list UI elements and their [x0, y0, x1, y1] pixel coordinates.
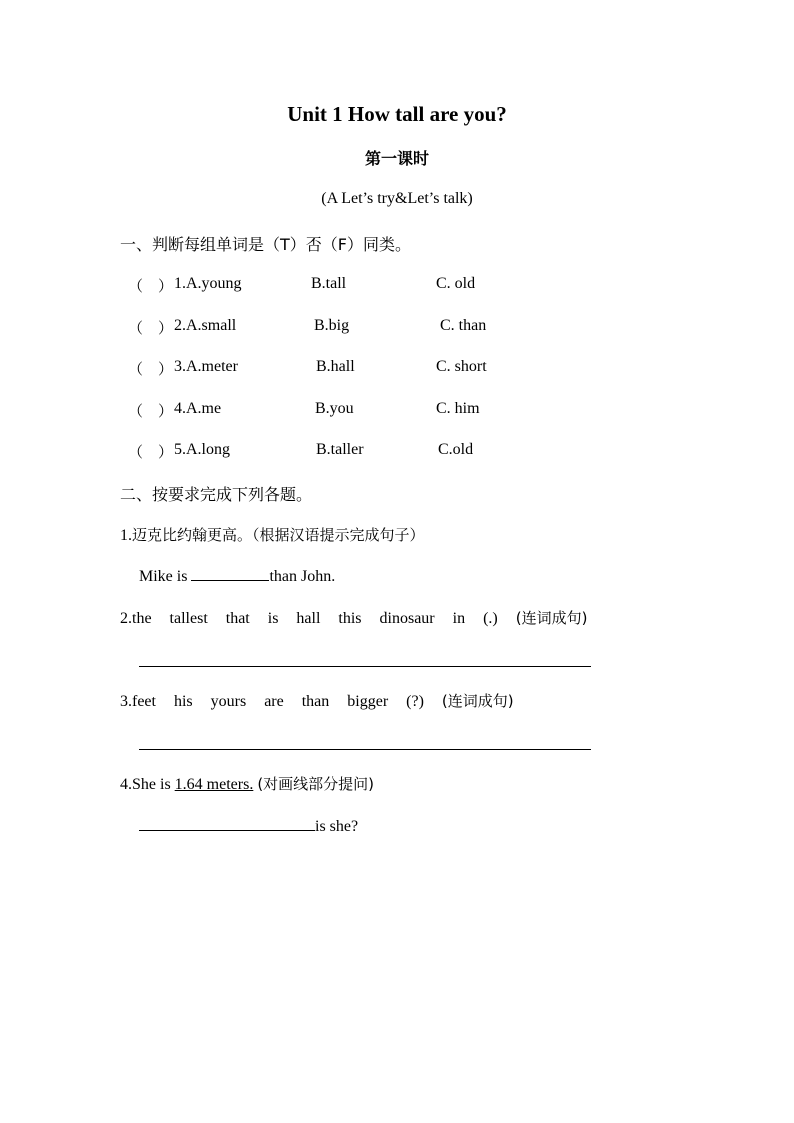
question-4-prompt: [120, 773, 374, 794]
answer-blank[interactable]: [191, 566, 269, 581]
answer-bracket-close: ）: [158, 443, 174, 461]
option-b: B.tall: [311, 275, 347, 292]
answer-bracket-close: ）: [158, 277, 174, 295]
question-4-answer: [139, 816, 358, 836]
lesson-period: 第一课时: [364, 149, 429, 168]
question-4-hint: (对画线部分提问): [257, 775, 375, 793]
question-4-underlined: 1.64 meters.: [174, 776, 254, 793]
question-2-scrambled: 2.the tallest that is hall this dinosaur in (.): [120, 610, 498, 627]
question-1-prompt: [120, 524, 425, 545]
question-1-chinese: 迈克比约翰更高。（根据汉语提示完成句子）: [132, 526, 425, 544]
question-1-before: Mike is: [139, 568, 192, 585]
option-a: 1.A.young: [174, 275, 242, 292]
option-c: C. short: [436, 358, 487, 375]
answer-bracket-open: （: [128, 443, 144, 461]
question-1-number: 1.: [120, 527, 132, 544]
answer-bracket-open: （: [128, 277, 144, 295]
answer-bracket-open: （: [128, 319, 144, 337]
option-c: C. old: [436, 275, 476, 292]
question-1-after: than John.: [269, 568, 336, 585]
answer-bracket-close: ）: [158, 360, 174, 378]
answer-bracket-close: ）: [158, 319, 174, 337]
question-4-after: is she?: [315, 818, 359, 835]
section-1-heading: 一、判断每组单词是（T）否（F）同类。: [120, 235, 411, 254]
option-b: B.taller: [316, 441, 364, 458]
option-a: 2.A.small: [174, 317, 237, 334]
question-4-before: 4.She is: [120, 776, 175, 793]
option-a: 5.A.long: [174, 441, 230, 458]
option-a: 3.A.meter: [174, 358, 238, 375]
option-b: B.you: [315, 400, 354, 417]
option-c: C.old: [438, 441, 474, 458]
question-3-hint: (连词成句): [441, 692, 514, 710]
answer-bracket-open: （: [128, 402, 144, 420]
option-c: C. than: [440, 317, 487, 334]
question-2-words: [120, 607, 587, 628]
option-b: B.big: [314, 317, 350, 334]
question-3-answer-line[interactable]: [139, 749, 591, 750]
question-3-scrambled: 3.feet his yours are than bigger (?): [120, 693, 424, 710]
option-c: C. him: [436, 400, 480, 417]
answer-blank[interactable]: [139, 816, 315, 831]
page-title: Unit 1 How tall are you?: [287, 102, 507, 126]
answer-bracket-close: ）: [158, 402, 174, 420]
lesson-name: (A Let’s try&Let’s talk): [321, 190, 473, 207]
answer-bracket-open: （: [128, 360, 144, 378]
option-a: 4.A.me: [174, 400, 222, 417]
question-3-words: [120, 690, 514, 711]
question-1-sentence: [139, 566, 335, 586]
section-2-heading: 二、按要求完成下列各题。: [120, 485, 313, 504]
question-2-hint: (连词成句): [515, 609, 588, 627]
option-b: B.hall: [316, 358, 355, 375]
question-2-answer-line[interactable]: [139, 666, 591, 667]
